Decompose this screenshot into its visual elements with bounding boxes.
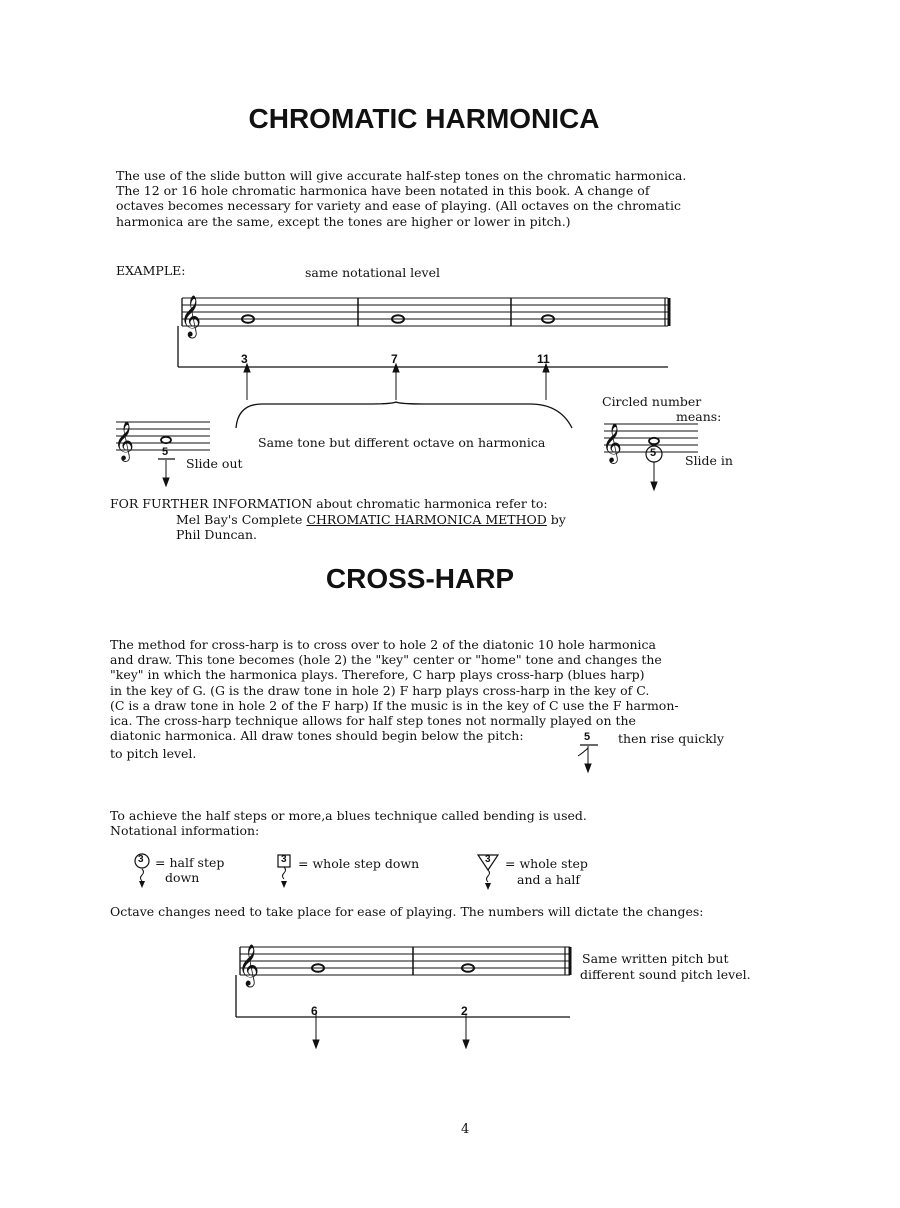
bend-whole-half-line1: = whole step xyxy=(505,856,588,871)
slide-out-number: 5 xyxy=(162,446,169,458)
down-arrow-icon xyxy=(313,1014,319,1048)
rise-number: 5 xyxy=(584,731,591,743)
rise-text-line1: then rise quickly xyxy=(618,731,724,746)
info-prefix: Mel Bay's Complete xyxy=(176,512,303,527)
circled-caption-line2: means: xyxy=(676,409,722,424)
crossharp-intro: The method for cross-harp is to cross over to hole 2 of the diatonic 10 hole harmonica and draw. This tone becomes (hole 2) the "key" center or "home" tone and changes the "key" in which the harmonica plays. Therefore, C harp plays cross-harp (blues harp) in the key of G. (G is the draw tone in hole 2) F harp plays cross-harp in the key of C. (C is a draw tone in hole 2 of the F harp) If the music is in the key of C use the F harmon- ica. The cross-harp technique allows for half step tones not normally played on the diatonic harmonica. All draw tones should begin below the pitch: xyxy=(110,637,679,744)
bend-whole-half-number: 3 xyxy=(485,854,491,865)
pitch-caption-line2: different sound pitch level. xyxy=(580,967,751,982)
bend-half-line1: = half step xyxy=(155,855,225,870)
chromatic-intro: The use of the slide button will give accurate half-step tones on the chromatic harmonica. The 12 or 16 hole chromatic harmonica have been notated in this book. A change of octaves becomes necessary for variety and ease of playing. (All octaves on the chromatic harmonica are the same, except the tones are higher or lower in pitch.) xyxy=(116,168,687,229)
bend-half-number: 3 xyxy=(138,854,144,865)
page-number: 4 xyxy=(461,1122,470,1137)
method-book-title: CHROMATIC HARMONICA METHOD xyxy=(306,512,547,527)
treble-clef-icon: 𝄞 xyxy=(180,295,202,336)
info-line3: Phil Duncan. xyxy=(176,527,258,542)
pitch-caption-line1: Same written pitch but xyxy=(582,951,729,966)
hole-number: 2 xyxy=(461,1004,468,1018)
bend-whole-number: 3 xyxy=(281,854,287,865)
slide-in-number: 5 xyxy=(650,447,657,459)
bend-half-line2: down xyxy=(165,870,200,885)
example-label: EXAMPLE: xyxy=(116,263,186,278)
bending-line1: To achieve the half steps or more,a blues technique called bending is used. xyxy=(110,808,587,823)
bend-whole-text: = whole step down xyxy=(298,856,420,871)
bending-line2: Notational information: xyxy=(110,823,260,838)
circled-caption-line1: Circled number xyxy=(602,394,702,409)
example-caption: same notational level xyxy=(305,265,441,280)
treble-clef-icon: 𝄞 xyxy=(602,424,623,462)
down-arrow-icon xyxy=(463,1014,469,1048)
octave-line: Octave changes need to take place for ease of playing. The numbers will dictate the changes: xyxy=(110,904,704,919)
slide-out-label: Slide out xyxy=(186,456,243,471)
chromatic-title: CHROMATIC HARMONICA xyxy=(248,103,600,134)
brace-caption: Same tone but different octave on harmonica xyxy=(258,435,546,450)
info-suffix: by xyxy=(550,512,566,527)
bend-whole-half-line2: and a half xyxy=(517,872,581,887)
slide-in-label: Slide in xyxy=(685,453,733,468)
info-line1: FOR FURTHER INFORMATION about chromatic harmonica refer to: xyxy=(110,496,548,511)
treble-clef-icon: 𝄞 xyxy=(238,944,260,985)
hole-number: 6 xyxy=(311,1004,318,1018)
rise-text-line2: to pitch level. xyxy=(110,746,197,761)
hole-number: 11 xyxy=(537,352,550,366)
crossharp-title: CROSS-HARP xyxy=(325,563,515,594)
treble-clef-icon: 𝄞 xyxy=(114,422,135,460)
hole-number: 7 xyxy=(391,352,398,366)
crossharp-staff xyxy=(240,947,570,975)
hole-number: 3 xyxy=(241,352,248,366)
